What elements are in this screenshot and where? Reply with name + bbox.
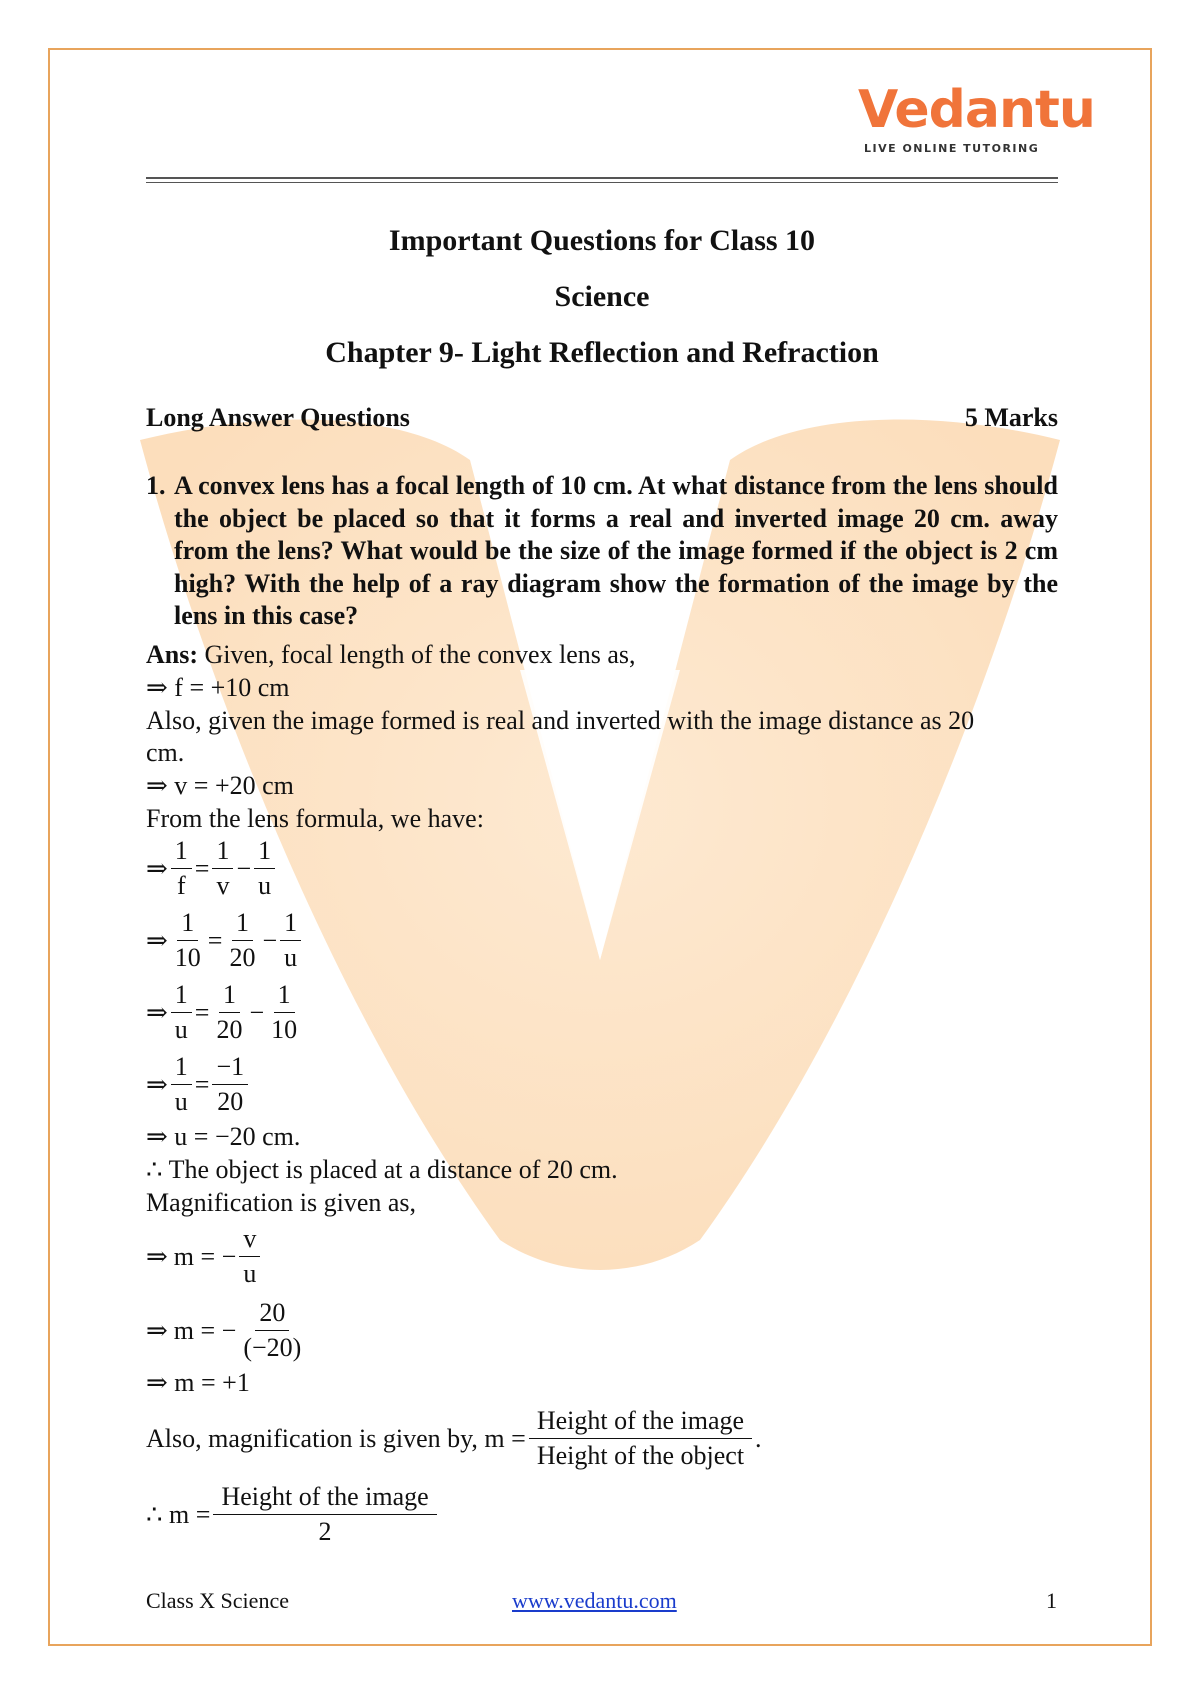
numerator: −1: [212, 1050, 248, 1085]
question-1: [146, 470, 1058, 633]
lens-equation-1: [146, 834, 278, 903]
equals-sign: =: [194, 1069, 210, 1099]
magnification-height-formula: [146, 1404, 762, 1473]
implies-symbol: ⇒: [146, 1069, 168, 1099]
implies-symbol: ⇒: [146, 1315, 168, 1345]
denominator: 20: [229, 943, 256, 972]
minus-sign: −: [262, 925, 278, 955]
doc-subject: Science: [554, 280, 650, 313]
numerator: 1: [219, 978, 240, 1013]
denominator: Height of the object: [536, 1441, 745, 1470]
logo-text: Vedantu: [858, 80, 1095, 140]
fraction: [239, 1222, 260, 1291]
implies-symbol: ⇒: [146, 1241, 168, 1271]
numerator: 20: [255, 1296, 289, 1331]
fraction: [171, 978, 192, 1047]
fraction: [212, 1050, 248, 1119]
numerator: 1: [171, 978, 192, 1013]
denominator: u: [174, 1015, 188, 1044]
numerator: 1: [171, 834, 192, 869]
formula-prefix: Also, magnification is given by, m =: [146, 1423, 526, 1453]
magnification-equation-2: [146, 1296, 308, 1365]
denominator: 2: [318, 1517, 332, 1546]
logo-tagline: LIVE ONLINE TUTORING: [864, 142, 1040, 155]
minus-sign: −: [236, 853, 252, 883]
numerator: 1: [171, 1050, 192, 1085]
footer-website-link[interactable]: www.vedantu.com: [512, 1588, 677, 1613]
magnification-equation-1: [146, 1222, 263, 1291]
fraction: [267, 978, 301, 1047]
equals-sign: =: [194, 997, 210, 1027]
fraction: [171, 834, 192, 903]
lens-equation-2: [146, 906, 304, 975]
question-number: 1.: [146, 471, 166, 500]
lens-equation-4: [146, 1050, 251, 1119]
numerator: 1: [274, 978, 295, 1013]
answer-intro: [146, 640, 636, 670]
formula-prefix: ∴ m =: [146, 1499, 211, 1529]
section-label: Long Answer Questions: [146, 403, 410, 432]
magnification-intro: Magnification is given as,: [146, 1188, 417, 1217]
fraction: [212, 834, 233, 903]
fraction: [529, 1404, 752, 1473]
fraction: [254, 834, 275, 903]
lens-equation-3: [146, 978, 304, 1047]
lens-formula-text: From the lens formula, we have:: [146, 804, 484, 833]
implies-symbol: ⇒: [146, 853, 168, 883]
header-rule-thin: [146, 182, 1058, 183]
numerator: 1: [254, 834, 275, 869]
fraction: [225, 906, 259, 975]
denominator: 20: [217, 1087, 244, 1116]
fraction: [280, 906, 301, 975]
section-marks: 5 Marks: [964, 403, 1058, 432]
object-distance-conclusion: ∴ The object is placed at a distance of 20 cm.: [146, 1155, 618, 1184]
ans-text: Given, focal length of the convex lens as,: [198, 640, 636, 669]
ans-label: Ans:: [146, 640, 199, 669]
magnification-height-substitution: [146, 1480, 440, 1549]
doc-chapter: Chapter 9- Light Reflection and Refraction: [325, 336, 879, 369]
numerator: Height of the image: [529, 1404, 752, 1439]
v-equation: ⇒ v = +20 cm: [146, 771, 294, 800]
page-number: 1: [1046, 1588, 1057, 1613]
given-line-1: Also, given the image formed is real and inverted with the image distance as 20: [146, 706, 975, 735]
u-equation: ⇒ u = −20 cm.: [146, 1122, 301, 1151]
question-text: A convex lens has a focal length of 10 cm. At what distance from the lens should the object be placed so that it forms a real and inverted image 20 cm. away from the lens? What would be the size of the image formed if the object is 2 cm high? With the help of a ray diagram show the formation of the image by the lens in this case?: [174, 471, 1058, 630]
numerator: 1: [232, 906, 253, 941]
fraction: [171, 906, 205, 975]
denominator: v: [216, 871, 230, 900]
denominator: 10: [174, 943, 201, 972]
vedantu-logo: [858, 80, 1095, 160]
numerator: 1: [177, 906, 198, 941]
denominator: u: [243, 1259, 257, 1288]
denominator: 20: [216, 1015, 243, 1044]
section-header: [146, 403, 1058, 433]
denominator: f: [176, 871, 186, 900]
f-equation: ⇒ f = +10 cm: [146, 673, 290, 702]
fraction: [239, 1296, 305, 1365]
footer-class-label: Class X Science: [146, 1588, 289, 1613]
equals-sign: =: [207, 925, 223, 955]
denominator: u: [258, 871, 272, 900]
fraction: [171, 1050, 192, 1119]
denominator: u: [174, 1087, 188, 1116]
fraction: [212, 978, 246, 1047]
magnification-result: ⇒ m = +1: [146, 1368, 250, 1397]
numerator: v: [239, 1222, 260, 1257]
given-line-2: cm.: [146, 738, 185, 767]
fraction: [213, 1480, 436, 1549]
header-rule: [146, 177, 1058, 179]
implies-symbol: ⇒: [146, 997, 168, 1027]
minus-sign: −: [249, 997, 265, 1027]
numerator: Height of the image: [213, 1480, 436, 1515]
implies-symbol: ⇒: [146, 925, 168, 955]
m-lhs: m = −: [173, 1241, 237, 1271]
denominator: (−20): [243, 1333, 302, 1362]
denominator: u: [284, 943, 298, 972]
doc-title: Important Questions for Class 10: [388, 224, 816, 257]
m-lhs: m = −: [173, 1315, 237, 1345]
numerator: 1: [212, 834, 233, 869]
formula-suffix: .: [755, 1423, 762, 1453]
equals-sign: =: [194, 853, 210, 883]
numerator: 1: [280, 906, 301, 941]
denominator: 10: [271, 1015, 298, 1044]
